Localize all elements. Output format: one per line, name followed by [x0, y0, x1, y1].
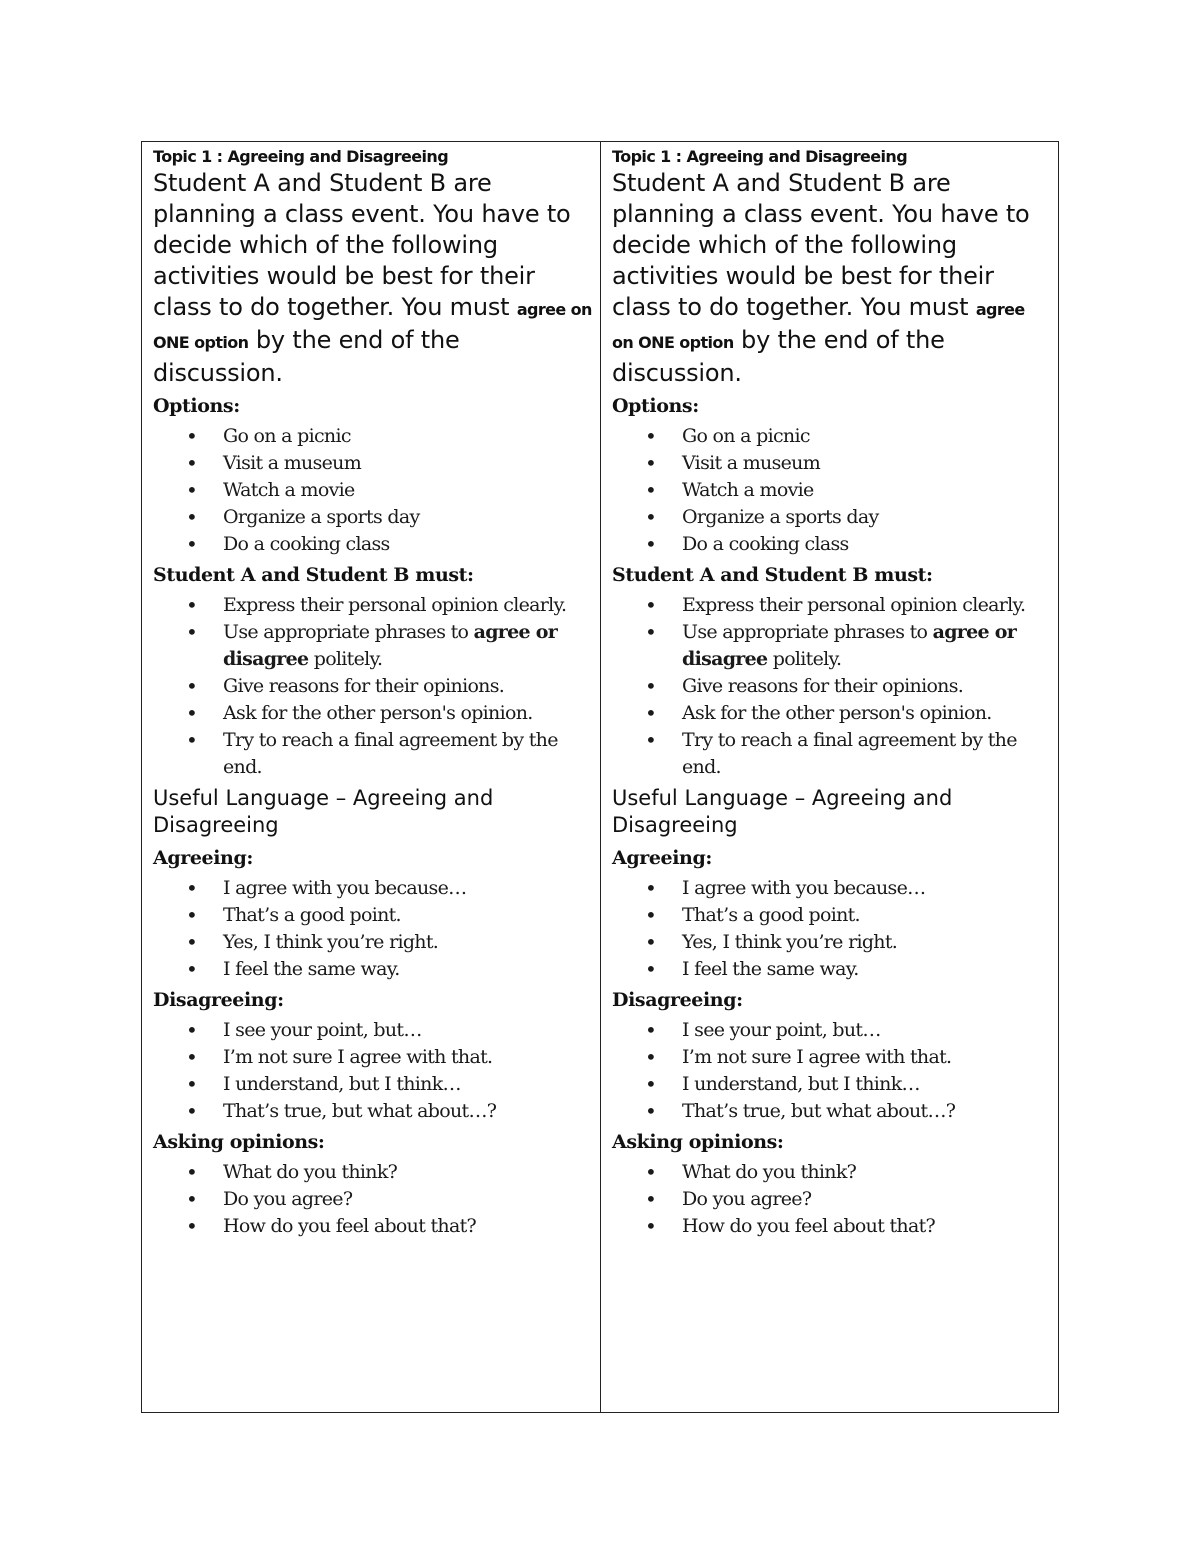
- phrase-item: • I agree with you because…: [153, 875, 592, 902]
- requirements-label: Student A and Student B must:: [153, 564, 474, 586]
- option-item: • Visit a museum: [153, 450, 592, 477]
- phrase-item: • How do you feel about that?: [153, 1213, 592, 1240]
- phrase-item: • I understand, but I think…: [153, 1071, 592, 1098]
- requirement-item: • Try to reach a final agreement by the end.: [612, 727, 1050, 781]
- task-instructions: Student A and Student B are planning a class event. You have to decide which of the following activities would be best for their class to do together. You must agree on ONE option by the end of the discussion.: [612, 169, 1030, 387]
- phrase-item: • I see your point, but…: [153, 1017, 592, 1044]
- options-list: [153, 423, 592, 558]
- options-label: Options:: [153, 395, 240, 417]
- disagreeing-list: [612, 1017, 1050, 1125]
- agreeing-list: [153, 875, 592, 983]
- requirement-item: • Express their personal opinion clearly.: [612, 592, 1050, 619]
- phrase-item: • How do you feel about that?: [612, 1213, 1050, 1240]
- task-instructions: Student A and Student B are planning a class event. You have to decide which of the following activities would be best for their class to do together. You must agree on ONE option by the end of the discussion.: [153, 169, 592, 387]
- topic-title: Topic 1 : Agreeing and Disagreeing: [153, 147, 449, 166]
- option-item: • Watch a movie: [612, 477, 1050, 504]
- phrase-item: • Do you agree?: [612, 1186, 1050, 1213]
- phrase-item: • I’m not sure I agree with that.: [153, 1044, 592, 1071]
- phrase-item: • That’s a good point.: [153, 902, 592, 929]
- phrase-item: • I feel the same way.: [153, 956, 592, 983]
- asking-opinions-label: Asking opinions:: [612, 1131, 784, 1153]
- phrase-item: • I agree with you because…: [612, 875, 1050, 902]
- disagreeing-list: [153, 1017, 592, 1125]
- requirement-item: • Use appropriate phrases to agree or disagree politely.: [153, 619, 592, 673]
- phrase-item: • What do you think?: [612, 1159, 1050, 1186]
- options-list: [612, 423, 1050, 558]
- requirement-item: • Use appropriate phrases to agree or disagree politely.: [612, 619, 1050, 673]
- requirement-item: • Give reasons for their opinions.: [153, 673, 592, 700]
- option-item: • Go on a picnic: [153, 423, 592, 450]
- option-item: • Watch a movie: [153, 477, 592, 504]
- role-card-right: [600, 142, 1058, 1412]
- requirements-label: Student A and Student B must:: [612, 564, 933, 586]
- agreeing-list: [612, 875, 1050, 983]
- option-item: • Go on a picnic: [612, 423, 1050, 450]
- useful-language-heading: Useful Language – Agreeing and Disagreeing: [153, 786, 494, 837]
- agreeing-label: Agreeing:: [612, 847, 712, 869]
- phrase-item: • That’s true, but what about…?: [612, 1098, 1050, 1125]
- options-label: Options:: [612, 395, 699, 417]
- requirements-list: [612, 592, 1050, 781]
- requirement-item: • Give reasons for their opinions.: [612, 673, 1050, 700]
- disagreeing-label: Disagreeing:: [153, 989, 284, 1011]
- requirement-item: • Ask for the other person's opinion.: [612, 700, 1050, 727]
- phrase-item: • Yes, I think you’re right.: [612, 929, 1050, 956]
- agreeing-label: Agreeing:: [153, 847, 253, 869]
- phrase-item: • That’s true, but what about…?: [153, 1098, 592, 1125]
- asking-opinions-label: Asking opinions:: [153, 1131, 325, 1153]
- requirement-item: • Express their personal opinion clearly.: [153, 592, 592, 619]
- phrase-item: • That’s a good point.: [612, 902, 1050, 929]
- phrase-item: • I feel the same way.: [612, 956, 1050, 983]
- key-requirement: agree on ONE option: [612, 300, 1025, 352]
- requirement-item: • Ask for the other person's opinion.: [153, 700, 592, 727]
- role-card-left: [142, 142, 600, 1412]
- phrase-item: • Yes, I think you’re right.: [153, 929, 592, 956]
- option-item: • Do a cooking class: [153, 531, 592, 558]
- useful-language-heading: Useful Language – Agreeing and Disagreeing: [612, 786, 953, 837]
- option-item: • Organize a sports day: [612, 504, 1050, 531]
- worksheet-table: [141, 141, 1059, 1413]
- topic-title: Topic 1 : Agreeing and Disagreeing: [612, 147, 908, 166]
- option-item: • Organize a sports day: [153, 504, 592, 531]
- option-item: • Do a cooking class: [612, 531, 1050, 558]
- phrase-item: • Do you agree?: [153, 1186, 592, 1213]
- disagreeing-label: Disagreeing:: [612, 989, 743, 1011]
- asking-opinions-list: [153, 1159, 592, 1240]
- option-item: • Visit a museum: [612, 450, 1050, 477]
- phrase-item: • I see your point, but…: [612, 1017, 1050, 1044]
- phrase-item: • I’m not sure I agree with that.: [612, 1044, 1050, 1071]
- phrase-item: • What do you think?: [153, 1159, 592, 1186]
- requirement-item: • Try to reach a final agreement by the end.: [153, 727, 592, 781]
- key-requirement: agree on ONE option: [153, 300, 592, 352]
- phrase-item: • I understand, but I think…: [612, 1071, 1050, 1098]
- requirements-list: [153, 592, 592, 781]
- asking-opinions-list: [612, 1159, 1050, 1240]
